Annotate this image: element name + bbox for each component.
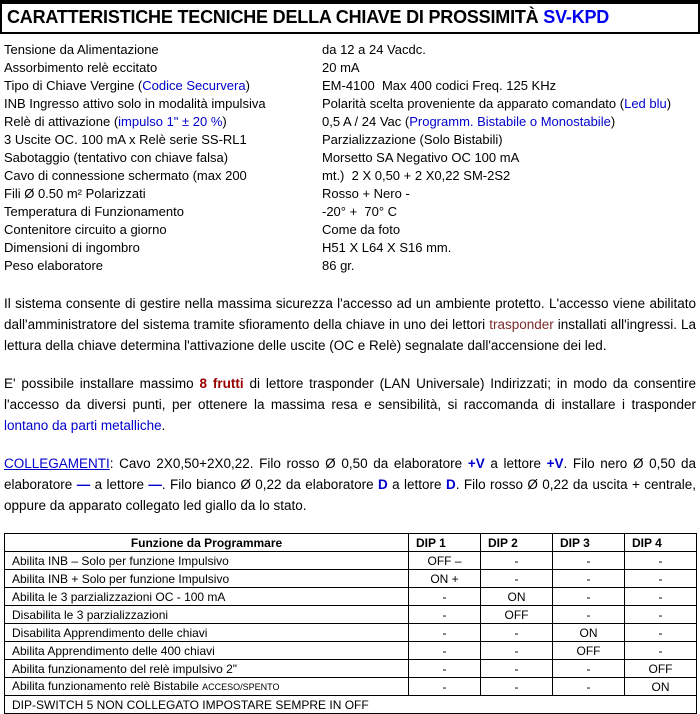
text-segment: Tensione da Alimentazione xyxy=(4,42,159,57)
text-segment: Parzializzazione (Solo Bistabili) xyxy=(322,132,503,147)
cell-dip1: - xyxy=(409,606,481,624)
spec-row xyxy=(4,203,700,221)
text-segment: 20 mA xyxy=(322,60,360,75)
text-segment: : Cavo 2X0,50+2X0,22. Filo rosso Ø 0,50 da elaboratore xyxy=(109,456,468,471)
text-segment: INB Ingresso attivo solo in modalità impulsiva xyxy=(4,96,266,111)
cell-dip3: - xyxy=(553,678,625,696)
text-segment: +V xyxy=(546,456,564,471)
spec-label xyxy=(4,257,322,275)
cell-dip2: - xyxy=(481,570,553,588)
spec-row xyxy=(4,221,700,239)
spec-value xyxy=(322,257,700,275)
text-segment: installati all'ingressi. La lettura della chiave determina l'attivazione delle uscite (OC e Relè) segnalate dall'accensione dei led. xyxy=(4,317,697,353)
text-segment: Assorbimento relè eccitato xyxy=(4,60,158,75)
spec-label xyxy=(4,131,322,149)
cell-dip1: - xyxy=(409,588,481,606)
spec-label xyxy=(4,149,322,167)
text-segment: Il sistema consente di gestire nella massima sicurezza l'accesso ad un ambiente protetto. L'accesso viene abilitato dall'amministratore del sistema tramite sfioramento della chiave in uno dei lettori xyxy=(4,296,696,332)
cell-dip2: - xyxy=(481,624,553,642)
text-segment: -20° + 70° C xyxy=(322,204,398,219)
spec-row xyxy=(4,257,700,275)
spec-value xyxy=(322,41,700,59)
page-title xyxy=(0,0,700,34)
spec-label xyxy=(4,185,322,203)
text-segment: ) xyxy=(245,78,250,93)
text-segment: . xyxy=(161,418,166,433)
text-segment: Peso elaboratore xyxy=(4,258,104,273)
text-segment: Come da foto xyxy=(322,222,401,237)
text-segment: ) xyxy=(666,96,672,111)
text-segment: Fili Ø 0.50 m² Polarizzati xyxy=(4,186,146,201)
paragraph xyxy=(4,373,696,436)
cell-dip2: - xyxy=(481,552,553,570)
text-segment: — xyxy=(76,477,91,492)
table-footer-note: DIP-SWITCH 5 NON COLLEGATO IMPOSTARE SEMPRE IN OFF xyxy=(5,696,697,714)
text-segment: . Filo nero Ø 0,50 da elaboratore xyxy=(4,456,697,492)
cell-dip1: ON + xyxy=(409,570,481,588)
cell-funzione: Disabilita le 3 parzializzazioni xyxy=(5,606,409,624)
text-segment: Relè di attivazione ( xyxy=(4,114,119,129)
text-segment: a lettore xyxy=(484,456,547,471)
spec-value xyxy=(322,113,700,131)
spec-label xyxy=(4,113,322,131)
text-segment: COLLEGAMENTI xyxy=(4,456,110,471)
spec-row xyxy=(4,131,700,149)
text-segment: mt.) 2 X 0,50 + 2 X0,22 SM-2S2 xyxy=(322,168,511,183)
table-row xyxy=(5,642,697,660)
spec-value xyxy=(322,203,700,221)
cell-funzione: Abilita Apprendimento delle 400 chiavi xyxy=(5,642,409,660)
spec-label xyxy=(4,221,322,239)
cell-funzione: Abilita funzionamento relè Bistabile ACCESO/SPENTO xyxy=(5,678,409,696)
spec-value xyxy=(322,59,700,77)
spec-label xyxy=(4,167,322,185)
cell-dip2: OFF xyxy=(481,606,553,624)
spec-row xyxy=(4,41,700,59)
cell-dip1: - xyxy=(409,624,481,642)
spec-value xyxy=(322,95,700,113)
cell-dip4: - xyxy=(625,570,697,588)
table-row xyxy=(5,678,697,696)
cell-dip2: ON xyxy=(481,588,553,606)
spec-value xyxy=(322,149,700,167)
text-segment: . Filo rosso Ø 0,22 da uscita + centrale, oppure da apparato collegato led giallo da lo stato. xyxy=(4,477,697,513)
text-segment: 0,5 A / 24 Vac ( xyxy=(322,114,410,129)
text-segment: H51 X L64 X S16 mm. xyxy=(322,240,452,255)
text-segment: D xyxy=(445,477,456,492)
column-header-dip2: DIP 2 xyxy=(481,534,553,552)
cell-funzione-small-caps: ACCESO/SPENTO xyxy=(202,682,280,692)
table-header-row xyxy=(5,534,697,552)
cell-dip1: OFF – xyxy=(409,552,481,570)
description-paragraphs xyxy=(4,293,696,516)
spec-row xyxy=(4,59,700,77)
spec-value xyxy=(322,131,700,149)
column-header-dip3: DIP 3 xyxy=(553,534,625,552)
cell-funzione: Abilita le 3 parzializzazioni OC - 100 mA xyxy=(5,588,409,606)
text-segment: 3 Uscite OC. 100 mA x Relè serie SS-RL1 xyxy=(4,132,247,147)
dip-switch-table xyxy=(4,533,697,714)
spec-label xyxy=(4,41,322,59)
table-row xyxy=(5,660,697,678)
spec-row xyxy=(4,113,700,131)
page-title-accent: SV-KPD xyxy=(543,7,610,27)
spec-value xyxy=(322,185,700,203)
text-segment: lontano da parti metalliche xyxy=(4,418,162,433)
page-title-text: CARATTERISTICHE TECNICHE DELLA CHIAVE DI PROSSIMITÀ xyxy=(7,7,544,27)
text-segment: D xyxy=(377,477,388,492)
column-header-funzione: Funzione da Programmare xyxy=(5,534,409,552)
text-segment: Temperatura di Funzionamento xyxy=(4,204,184,219)
cell-dip3: - xyxy=(553,660,625,678)
text-segment: EM-4100 Max 400 codici Freq. 125 KHz xyxy=(322,78,557,93)
text-segment: ) xyxy=(222,114,227,129)
spec-list xyxy=(4,41,700,275)
cell-funzione: Disabilita Apprendimento delle chiavi xyxy=(5,624,409,642)
table-row xyxy=(5,570,697,588)
spec-label xyxy=(4,77,322,95)
text-segment: impulso 1" ± 20 % xyxy=(118,114,223,129)
table-footer-row xyxy=(5,696,697,714)
cell-funzione: Abilita INB + Solo per funzione Impulsivo xyxy=(5,570,409,588)
column-header-dip1: DIP 1 xyxy=(409,534,481,552)
spec-label xyxy=(4,203,322,221)
text-segment: Polarità scelta proveniente da apparato comandato ( xyxy=(322,96,625,111)
cell-dip1: - xyxy=(409,660,481,678)
text-segment: ) xyxy=(610,114,616,129)
text-segment: a lettore xyxy=(387,477,446,492)
text-segment: Codice Securvera xyxy=(142,78,246,93)
cell-dip4: - xyxy=(625,588,697,606)
text-segment: di lettore trasponder (LAN Universale) Indirizzati; in modo da consentire l'accesso da diversi punti, per ottenere la massima resa e sensibilità, si raccomanda di installare i trasponder xyxy=(4,376,697,412)
cell-dip4: OFF xyxy=(625,660,697,678)
text-segment: Dimensioni di ingombro xyxy=(4,240,140,255)
cell-dip3: - xyxy=(553,552,625,570)
text-segment: a lettore xyxy=(90,477,149,492)
cell-dip4: ON xyxy=(625,678,697,696)
cell-dip2: - xyxy=(481,678,553,696)
spec-row xyxy=(4,167,700,185)
spec-row xyxy=(4,185,700,203)
table-row xyxy=(5,552,697,570)
cell-dip3: ON xyxy=(553,624,625,642)
column-header-dip4: DIP 4 xyxy=(625,534,697,552)
spec-row xyxy=(4,149,700,167)
cell-funzione: Abilita INB – Solo per funzione Impulsivo xyxy=(5,552,409,570)
paragraph xyxy=(4,293,696,356)
text-segment: E' possibile installare massimo xyxy=(4,376,200,391)
cell-dip4: - xyxy=(625,642,697,660)
text-segment: +V xyxy=(467,456,485,471)
spec-row xyxy=(4,95,700,113)
cell-dip3: - xyxy=(553,606,625,624)
cell-funzione: Abilita funzionamento del relè impulsivo 2" xyxy=(5,660,409,678)
cell-dip4: - xyxy=(625,624,697,642)
text-segment: 86 gr. xyxy=(322,258,355,273)
text-segment: Contenitore circuito a giorno xyxy=(4,222,167,237)
cell-dip1: - xyxy=(409,642,481,660)
text-segment: Morsetto SA Negativo OC 100 mA xyxy=(322,150,520,165)
text-segment: Rosso + Nero - xyxy=(322,186,410,201)
cell-dip1: - xyxy=(409,678,481,696)
text-segment: Programm. Bistabile o Monostabile xyxy=(409,114,611,129)
cell-dip4: - xyxy=(625,552,697,570)
spec-value xyxy=(322,239,700,257)
cell-dip4: - xyxy=(625,606,697,624)
text-segment: Cavo di connessione schermato (max 200 xyxy=(4,168,247,183)
table-row xyxy=(5,588,697,606)
cell-dip2: - xyxy=(481,660,553,678)
text-segment: 8 frutti xyxy=(199,376,244,391)
spec-value xyxy=(322,77,700,95)
text-segment: Tipo di Chiave Vergine ( xyxy=(4,78,143,93)
spec-label xyxy=(4,95,322,113)
table-row xyxy=(5,624,697,642)
cell-dip3: - xyxy=(553,588,625,606)
spec-value xyxy=(322,221,700,239)
spec-value xyxy=(322,167,700,185)
text-segment: Led blu xyxy=(624,96,667,111)
paragraph xyxy=(4,453,696,516)
text-segment: . Filo bianco Ø 0,22 da elaboratore xyxy=(161,477,378,492)
cell-dip2: - xyxy=(481,642,553,660)
cell-dip3: - xyxy=(553,570,625,588)
cell-dip3: OFF xyxy=(553,642,625,660)
spec-row xyxy=(4,77,700,95)
text-segment: trasponder xyxy=(489,317,554,332)
text-segment: da 12 a 24 Vacdc. xyxy=(322,42,426,57)
spec-label xyxy=(4,59,322,77)
table-row xyxy=(5,606,697,624)
spec-row xyxy=(4,239,700,257)
spec-label xyxy=(4,239,322,257)
text-segment: — xyxy=(148,477,162,492)
text-segment: Sabotaggio (tentativo con chiave falsa) xyxy=(4,150,229,165)
